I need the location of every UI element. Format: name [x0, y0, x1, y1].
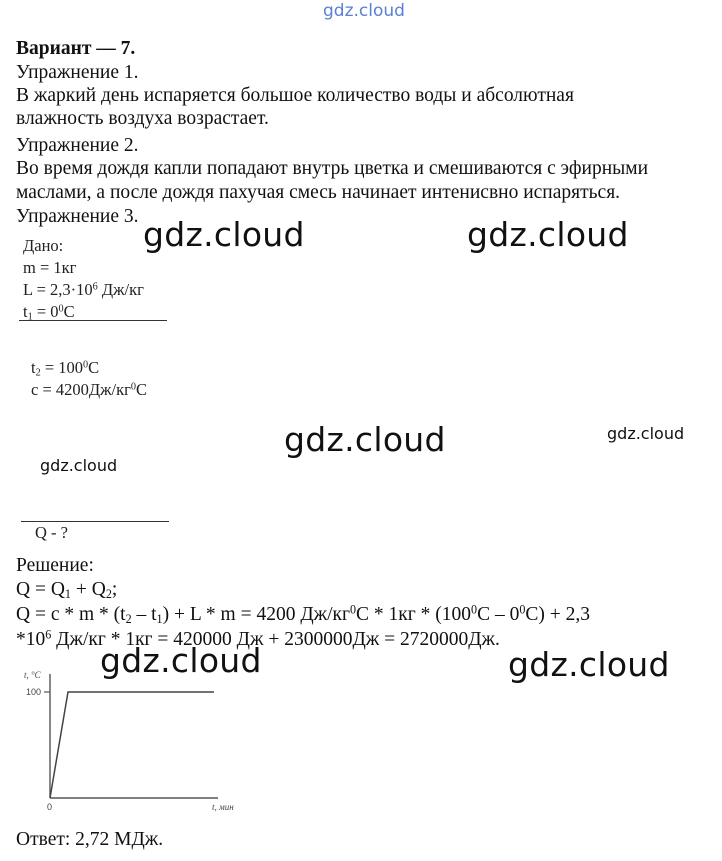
watermark: gdz.cloud	[40, 456, 118, 475]
watermark: gdz.cloud	[607, 424, 685, 443]
given-mass: m = 1кг	[23, 258, 77, 277]
graph-curve	[50, 692, 214, 798]
given-t1: $t_1 = 0^0C$	[23, 302, 75, 323]
variant-title: Вариант — 7.	[16, 38, 136, 59]
solution-equation-3: $*10^6$ Дж/кг * 1кг = 420000 Дж + 2300000Дж = 2720000Дж.	[16, 627, 500, 650]
exercise-1-text-line-2: влажность воздуха возрастает.	[16, 108, 269, 129]
given-t2: $t_2 = 100^0C$	[31, 358, 100, 379]
exercise-2-heading: Упражнение 2.	[16, 135, 139, 156]
answer: Ответ: 2,72 МДж.	[16, 829, 164, 850]
given-divider	[19, 320, 167, 321]
given-specific-heat: $c = 4200Дж/кг^0C$	[31, 380, 148, 399]
exercise-1-text-line-1: В жаркий день испаряется большое количество воды и абсолютная	[16, 85, 574, 106]
exercise-2-text-line-1: Во время дождя капли попадают внутрь цветка и смешиваются с эфирными	[16, 158, 649, 179]
watermark-top: gdz.cloud	[323, 1, 405, 21]
find-q: Q - ?	[35, 523, 68, 542]
exercise-2-text-line-2: маслами, а после дождя пахучая смесь начинает интенисвно испаряться.	[16, 182, 621, 203]
watermark: gdz.cloud	[467, 215, 629, 254]
solution-equation-2: $Q = c * m * (t_2 - t_1) + L * m = 4200$ $Дж/кг^0C * 1кг * (100^0C - 0^0C) + 2,3$	[16, 602, 590, 627]
solution-heading: Решение:	[16, 555, 94, 576]
exercise-1-heading: Упражнение 1.	[16, 62, 139, 83]
solution-equation-1: $Q = Q_1 + Q_2$;	[16, 579, 118, 602]
graph-y-tick-label: 100	[26, 687, 42, 697]
graph-origin-label: 0	[47, 802, 53, 812]
watermark: gdz.cloud	[100, 641, 262, 680]
graph-x-axis-label: t, мин	[212, 802, 234, 812]
watermark: gdz.cloud	[508, 645, 670, 684]
watermark: gdz.cloud	[143, 215, 305, 254]
exercise-3-heading: Упражнение 3.	[16, 206, 139, 227]
graph-y-axis-label: t, °C	[24, 670, 41, 680]
given-latent-heat: $L = 2,3\cdot 10^6$ Дж/кг	[23, 280, 144, 299]
given-label: Дано:	[23, 236, 64, 255]
temperature-time-graph	[18, 664, 248, 814]
watermark: gdz.cloud	[284, 420, 446, 459]
